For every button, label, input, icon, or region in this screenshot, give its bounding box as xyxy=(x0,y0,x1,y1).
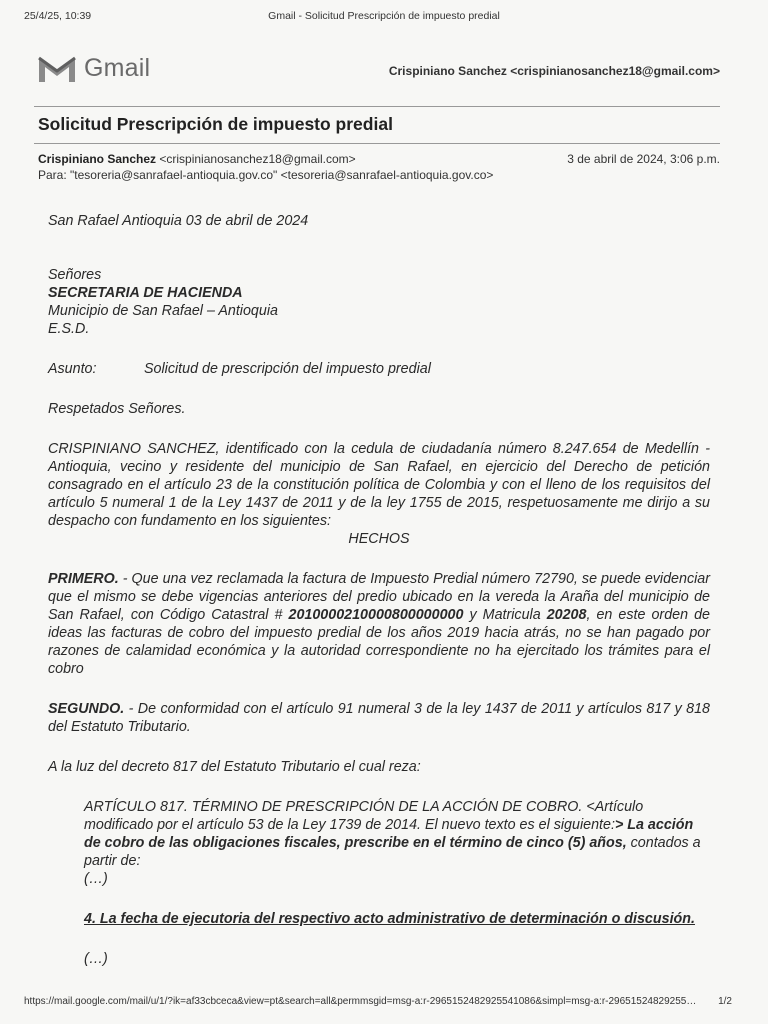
print-header xyxy=(24,10,744,26)
divider xyxy=(34,106,720,107)
recipient-name: SECRETARIA DE HACIENDA xyxy=(48,285,243,301)
subject-line xyxy=(48,360,710,378)
letter-body xyxy=(48,212,710,968)
recipient-line xyxy=(38,167,720,183)
segundo-label: SEGUNDO. xyxy=(48,701,125,717)
intro-paragraph: CRISPINIANO SANCHEZ, identificado con la cedula de ciudadanía número 8.247.654 de Medellín - Antioquia, vecino y residente del municipio de San Rafael, en ejercicio del Derecho de petición consagrado en el artículo 23 de la constitución política de Colombia y con el lleno de los requisitos del artículo 5 numeral 1 de la Ley 1437 de 2011 y de la ley 1755 de 2015, respetuosamente me dirijo a su despacho con fundamento en los siguientes: xyxy=(48,441,710,529)
primero-paragraph: PRIMERO. - Que una vez reclamada la factura de Impuesto Predial número 72790, se puede evidenciar que el mismo se debe vigencias anteriores del predio ubicado en la vereda la Araña del municipio de San Rafael, con Código Catastral # 2010000210000800000000 y Matricula 20208, en este orden de ideas las facturas de cobro del impuesto predial de los años 2019 hacia atrás, no se han pagado por razones de calamidad económica y la autoridad correspondiente no ha ejercitado los trámites para el cobro xyxy=(48,571,710,677)
catastral-code: 2010000210000800000000 xyxy=(288,607,464,623)
place-date: San Rafael Antioquia 03 de abril de 2024 xyxy=(48,213,309,229)
divider xyxy=(34,143,720,144)
matricula-number: 20208 xyxy=(546,607,587,623)
page-url: https://mail.google.com/mail/u/1/?ik=af33cbceca&view=pt&search=all&permmsgid=msg-a:r-2965152482925541086&simpl=msg-a:r-29651524829255… xyxy=(24,996,697,1007)
to-address: "tesoreria@sanrafael-antioquia.gov.co" <tesoreria@sanrafael-antioquia.gov.co> xyxy=(70,168,494,182)
gmail-logo[interactable] xyxy=(36,52,150,84)
account-label: Crispiniano Sanchez <crispinianosanchez18@gmail.com> xyxy=(388,64,720,78)
sent-date: 3 de abril de 2024, 3:06 p.m. xyxy=(567,152,720,166)
email-subject: Solicitud Prescripción de impuesto predial xyxy=(38,114,393,134)
subject-label: Asunto: xyxy=(48,361,97,377)
decreto-line: A la luz del decreto 817 del Estatuto Tributario el cual reza: xyxy=(48,759,421,775)
print-datetime: 25/4/25, 10:39 xyxy=(24,10,92,22)
print-title: Gmail - Solicitud Prescripción de impuesto predial xyxy=(268,10,500,22)
gmail-wordmark: Gmail xyxy=(84,53,151,82)
salutation: Señores xyxy=(48,267,102,283)
articulo-quote: ARTÍCULO 817. TÉRMINO DE PRESCRIPCIÓN DE LA ACCIÓN DE COBRO. <Artículo modificado por el artículo 53 de la Ley 1739 de 2014. El nuevo texto es el siguiente:> La acción de cobro de las obligaciones fiscales, prescribe en el término de cinco (5) años, contados a partir de: xyxy=(84,799,701,869)
recipient-esd: E.S.D. xyxy=(48,321,90,337)
recipient-municipality: Municipio de San Rafael – Antioquia xyxy=(48,303,278,319)
primero-label: PRIMERO. xyxy=(48,571,119,587)
sender-email: <crispinianosanchez18@gmail.com> xyxy=(159,152,356,166)
to-label: Para: xyxy=(38,168,67,182)
gmail-m-icon xyxy=(36,52,78,84)
page-number: 1/2 xyxy=(718,996,732,1007)
numeral-4: 4. La fecha de ejecutoria del respectivo acto administrativo de determinación o discusión. xyxy=(84,911,695,927)
ellipsis: (…) xyxy=(84,951,108,967)
hechos-heading: HECHOS xyxy=(348,531,410,547)
greeting: Respetados Señores. xyxy=(48,401,186,417)
articulo-bold: > La acción de cobro de las obligaciones fiscales, prescribe en el término de cinco (5) años, xyxy=(84,817,694,851)
sender-name: Crispiniano Sanchez xyxy=(38,152,157,166)
ellipsis: (…) xyxy=(84,871,108,887)
email-meta xyxy=(38,151,720,183)
subject-text: Solicitud de prescripción del impuesto predial xyxy=(144,361,431,377)
print-footer xyxy=(24,996,732,1010)
segundo-paragraph: SEGUNDO. - De conformidad con el artículo 91 numeral 3 de la ley 1437 de 2011 y artículos 817 y 818 del Estatuto Tributario. xyxy=(48,701,710,735)
